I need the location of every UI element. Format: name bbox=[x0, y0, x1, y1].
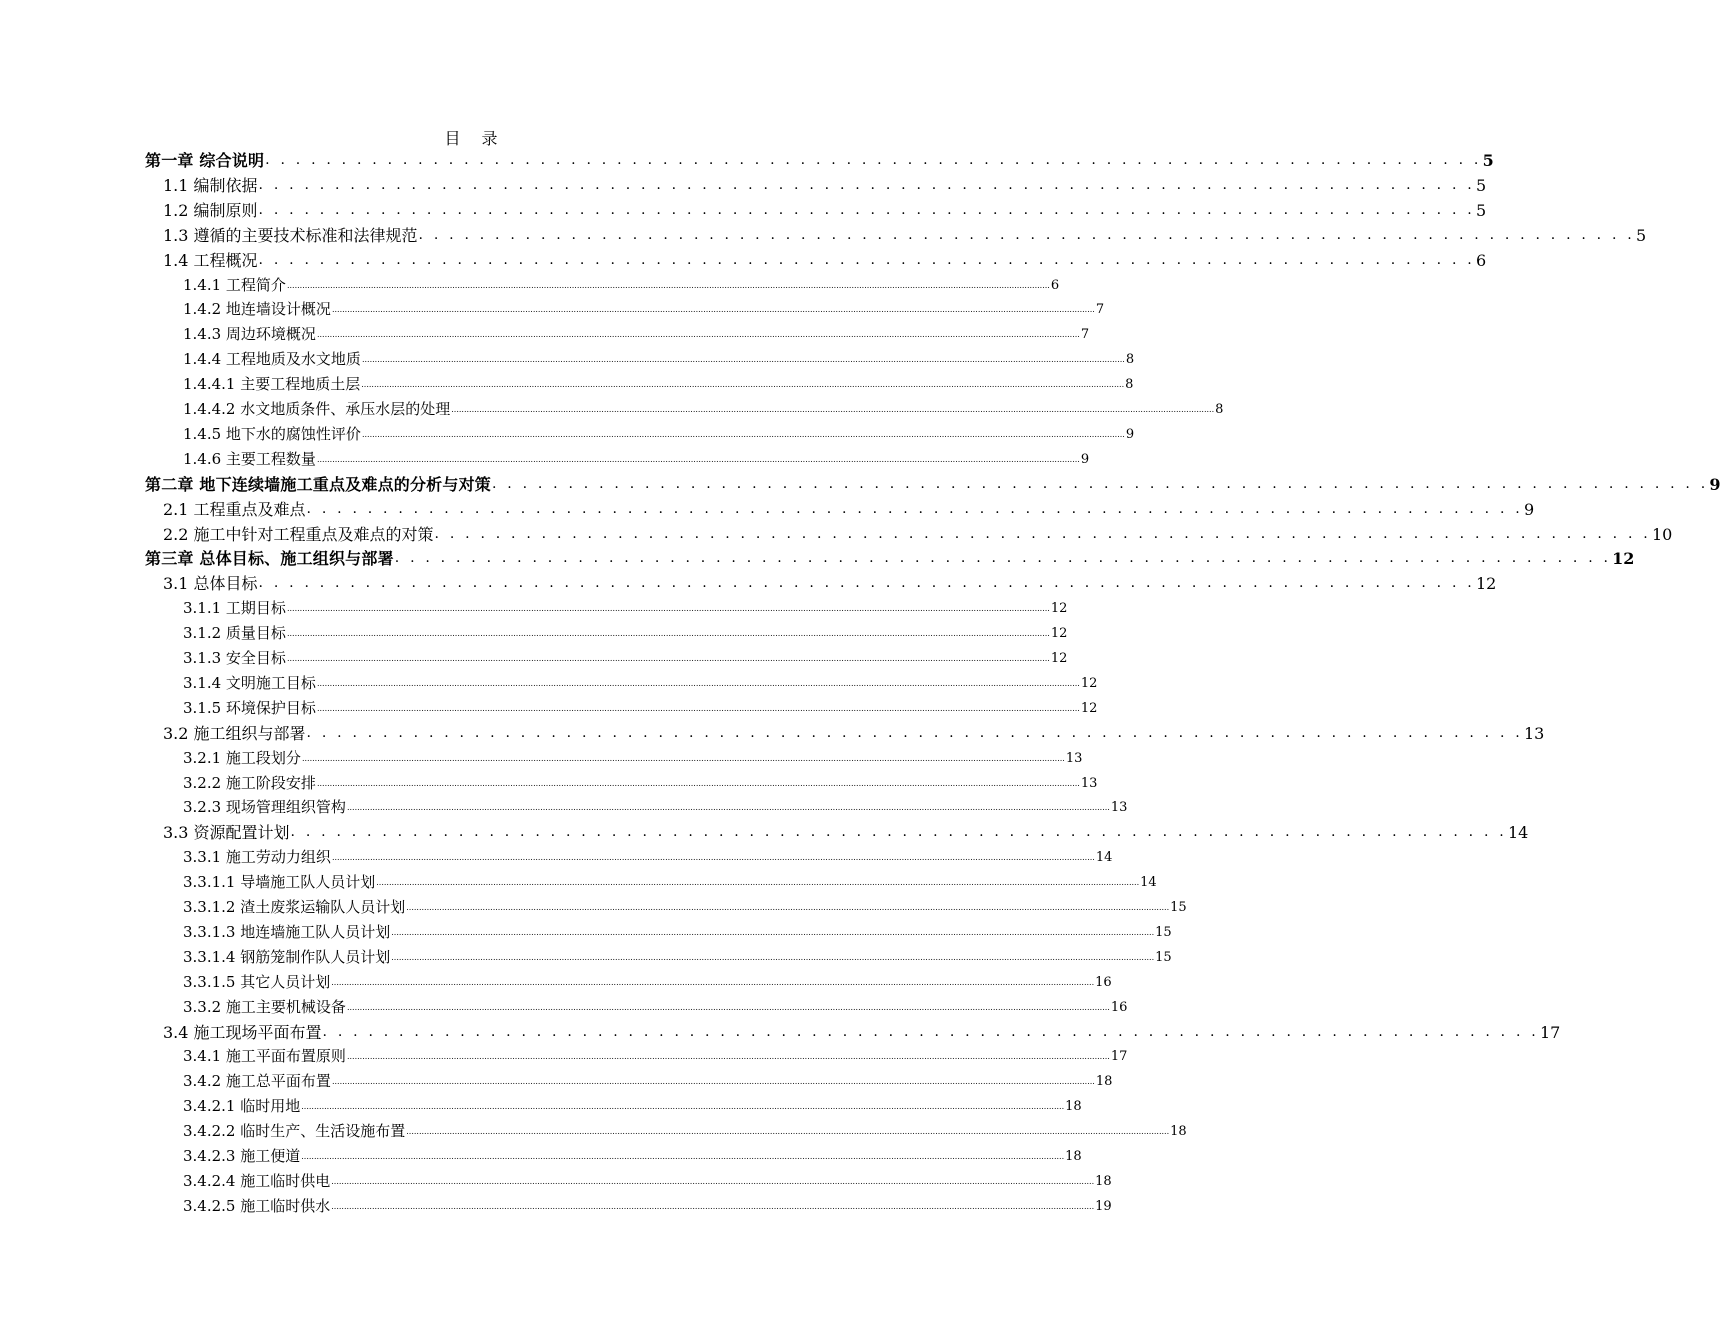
toc-leader-dots: . . . . . . . . . . . . . . . . . . . . . . . . . . . . . . . . . . . . . . . . . . . . . . . . . . . . . . . . . . . . . . . . . . . . . . . . . . . . . . . . bbox=[306, 724, 1523, 741]
toc-page-number: 15 bbox=[1170, 900, 1187, 915]
toc-leader-dots: ............................................................................................................................................................................................................................................................................................................ bbox=[346, 1052, 1110, 1062]
toc-entry[interactable] bbox=[183, 273, 1060, 298]
toc-leader-dots: ............................................................................................................................................................................................................................................................................................................ bbox=[331, 853, 1095, 863]
toc-entry[interactable] bbox=[183, 297, 1105, 322]
toc-entry-title: 3.1.3 安全目标 bbox=[183, 649, 286, 667]
toc-page-number: 17 bbox=[1539, 1022, 1561, 1042]
toc-leader-dots: ............................................................................................................................................................................................................................................................................................................ bbox=[286, 280, 1050, 290]
toc-page-number: 13 bbox=[1080, 775, 1098, 791]
toc-entry[interactable] bbox=[163, 223, 1647, 248]
toc-entry[interactable] bbox=[183, 347, 1135, 372]
toc-entry[interactable] bbox=[145, 472, 1721, 497]
toc-entry[interactable] bbox=[183, 322, 1090, 347]
toc-entry[interactable] bbox=[163, 721, 1545, 746]
toc-page-number: 15 bbox=[1155, 949, 1172, 965]
toc-leader-dots: ............................................................................................................................................................................................................................................................................................................ bbox=[316, 778, 1080, 788]
toc-entry-title: 1.4.4.2 水文地质条件、承压水层的处理 bbox=[183, 400, 451, 418]
toc-page-number: 14 bbox=[1095, 850, 1113, 866]
toc-entry[interactable] bbox=[183, 621, 1068, 646]
toc-leader-dots: ............................................................................................................................................................................................................................................................................................................ bbox=[346, 803, 1110, 813]
toc-entry[interactable] bbox=[183, 372, 1134, 397]
toc-page-number: 16 bbox=[1110, 999, 1128, 1015]
toc-leader-dots: . . . . . . . . . . . . . . . . . . . . . . . . . . . . . . . . . . . . . . . . . . . . . . . . . . . . . . . . . . . . . . . . . . . . . . . . . . . . . . . . bbox=[322, 1023, 1539, 1040]
toc-entry[interactable] bbox=[183, 771, 1098, 796]
toc-page-number: 14 bbox=[1140, 875, 1157, 891]
toc-leader-dots: ............................................................................................................................................................................................................................................................................................................ bbox=[331, 1077, 1095, 1087]
toc-entry[interactable] bbox=[183, 1069, 1113, 1094]
toc-leader-dots: ............................................................................................................................................................................................................................................................................................................ bbox=[406, 1127, 1170, 1137]
toc-entry[interactable] bbox=[145, 148, 1494, 173]
toc-leader-dots: . . . . . . . . . . . . . . . . . . . . . . . . . . . . . . . . . . . . . . . . . . . . . . . . . . . . . . . . . . . . . . . . . . . . . . . . . . . . . . . . bbox=[394, 550, 1612, 567]
toc-entry[interactable] bbox=[183, 646, 1068, 671]
toc-entry-title: 1.4.6 主要工程数量 bbox=[183, 449, 316, 468]
toc-leader-dots: ............................................................................................................................................................................................................................................................................................................ bbox=[331, 1201, 1095, 1211]
toc-page-number: 18 bbox=[1095, 1173, 1112, 1189]
toc-page-number: 9 bbox=[1080, 451, 1090, 467]
toc-entry[interactable] bbox=[183, 870, 1157, 895]
toc-page-number: 5 bbox=[1475, 175, 1487, 195]
toc-entry-title: 3.1.4 文明施工目标 bbox=[183, 673, 316, 692]
toc-title: 目 录 bbox=[444, 129, 506, 148]
toc-page-number: 7 bbox=[1095, 302, 1105, 318]
toc-leader-dots: ............................................................................................................................................................................................................................................................................................................ bbox=[391, 952, 1155, 962]
toc-entry-title: 1.1 编制依据 bbox=[163, 175, 258, 195]
toc-entry-title: 1.4 工程概况 bbox=[163, 250, 258, 270]
toc-page-number: 18 bbox=[1095, 1074, 1113, 1090]
toc-page-number: 5 bbox=[1475, 200, 1487, 220]
toc-entry-title: 1.3 遵循的主要技术标准和法律规范 bbox=[163, 225, 418, 245]
toc-entry[interactable] bbox=[183, 895, 1187, 920]
toc-entry-title: 3.3.1.2 渣土废浆运输队人员计划 bbox=[183, 898, 406, 916]
toc-entry-title: 第一章 综合说明 bbox=[145, 151, 265, 170]
toc-leader-dots: . . . . . . . . . . . . . . . . . . . . . . . . . . . . . . . . . . . . . . . . . . . . . . . . . . . . . . . . . . . . . . . . . . . . . . . . . . . . . . . . bbox=[258, 575, 1475, 592]
toc-page-number: 6 bbox=[1475, 250, 1487, 270]
toc-page-number: 7 bbox=[1080, 327, 1090, 343]
toc-entry[interactable] bbox=[163, 571, 1497, 596]
toc-leader-dots: ............................................................................................................................................................................................................................................................................................................ bbox=[316, 703, 1080, 713]
toc-entry[interactable] bbox=[183, 795, 1128, 820]
toc-leader-dots: ............................................................................................................................................................................................................................................................................................................ bbox=[361, 380, 1125, 390]
toc-entry-title: 3.1.2 质量目标 bbox=[183, 624, 286, 643]
toc-leader-dots: ............................................................................................................................................................................................................................................................................................................ bbox=[361, 429, 1125, 439]
toc-entry[interactable] bbox=[183, 596, 1068, 621]
toc-entry[interactable] bbox=[183, 696, 1098, 721]
toc-entry-title: 1.4.3 周边环境概况 bbox=[183, 325, 316, 344]
toc-entry-title: 3.4.2.3 施工便道 bbox=[183, 1147, 301, 1165]
toc-leader-dots: ............................................................................................................................................................................................................................................................................................................ bbox=[301, 753, 1065, 763]
toc-entry[interactable] bbox=[183, 746, 1083, 771]
toc-entry[interactable] bbox=[183, 1119, 1187, 1144]
toc-entry-title: 3.2 施工组织与部署 bbox=[163, 723, 306, 743]
toc-page-number: 8 bbox=[1125, 377, 1134, 393]
toc-page-number: 8 bbox=[1215, 402, 1224, 417]
toc-page-number: 12 bbox=[1050, 651, 1068, 666]
toc-entry-title: 3.4.2.1 临时用地 bbox=[183, 1097, 301, 1116]
toc-page-number: 9 bbox=[1523, 499, 1535, 519]
toc-entry-title: 2.1 工程重点及难点 bbox=[163, 499, 306, 519]
toc-entry-title: 3.3.1.4 钢筋笼制作队人员计划 bbox=[183, 947, 391, 966]
toc-entry[interactable] bbox=[163, 248, 1487, 273]
toc-leader-dots: . . . . . . . . . . . . . . . . . . . . . . . . . . . . . . . . . . . . . . . . . . . . . . . . . . . . . . . . . . . . . . . . . . . . . . . . . . . . . . . . bbox=[258, 201, 1475, 218]
toc-entry[interactable] bbox=[163, 1020, 1561, 1045]
toc-entry-title: 第三章 总体目标、施工组织与部署 bbox=[145, 549, 394, 569]
toc-entry[interactable] bbox=[163, 173, 1487, 198]
toc-leader-dots: ............................................................................................................................................................................................................................................................................................................ bbox=[331, 305, 1095, 315]
toc-entry[interactable] bbox=[145, 546, 1635, 571]
toc-leader-dots: ............................................................................................................................................................................................................................................................................................................ bbox=[331, 1176, 1095, 1186]
toc-leader-dots: . . . . . . . . . . . . . . . . . . . . . . . . . . . . . . . . . . . . . . . . . . . . . . . . . . . . . . . . . . . . . . . . . . . . . . . . . . . . . . . . bbox=[306, 500, 1523, 517]
toc-entry-title: 1.2 编制原则 bbox=[163, 200, 258, 220]
toc-entry[interactable] bbox=[163, 198, 1487, 223]
toc-leader-dots: ............................................................................................................................................................................................................................................................................................................ bbox=[391, 927, 1155, 937]
toc-page-number: 5 bbox=[1635, 225, 1647, 245]
toc-leader-dots: . . . . . . . . . . . . . . . . . . . . . . . . . . . . . . . . . . . . . . . . . . . . . . . . . . . . . . . . . . . . . . . . . . . . . . . . . . . . . . . . bbox=[258, 251, 1475, 268]
toc-leader-dots: ............................................................................................................................................................................................................................................................................................................ bbox=[301, 1102, 1065, 1112]
toc-entry-title: 1.4.4.1 主要工程地质土层 bbox=[183, 375, 361, 394]
toc-entry[interactable] bbox=[183, 1144, 1082, 1169]
toc-entry-title: 3.4.2.5 施工临时供水 bbox=[183, 1196, 331, 1215]
toc-page-number: 12 bbox=[1080, 700, 1098, 716]
toc-entry-title: 3.2.3 现场管理组织管构 bbox=[183, 798, 346, 817]
toc-page-number: 9 bbox=[1709, 474, 1721, 494]
toc-page-number: 12 bbox=[1080, 675, 1098, 691]
toc-page-number: 18 bbox=[1065, 1149, 1082, 1164]
toc-entry-title: 3.1.5 环境保护目标 bbox=[183, 698, 316, 717]
toc-page-number: 12 bbox=[1475, 574, 1497, 594]
toc-entry-title: 第二章 地下连续墙施工重点及难点的分析与对策 bbox=[145, 474, 491, 494]
toc-entry[interactable] bbox=[183, 995, 1128, 1020]
toc-entry-title: 3.2.1 施工段划分 bbox=[183, 748, 301, 767]
toc-page-number: 12 bbox=[1050, 601, 1068, 617]
toc-entry-title: 3.4.2.4 施工临时供电 bbox=[183, 1171, 331, 1190]
toc-entry[interactable] bbox=[183, 1094, 1082, 1119]
toc-entry[interactable] bbox=[183, 1194, 1112, 1219]
toc-entry-title: 2.2 施工中针对工程重点及难点的对策 bbox=[163, 524, 434, 544]
toc-entry-title: 3.3.1.5 其它人员计划 bbox=[183, 972, 331, 991]
toc-page-number: 14 bbox=[1507, 823, 1529, 843]
toc-page-number: 12 bbox=[1050, 626, 1068, 642]
toc-page-number: 19 bbox=[1095, 1198, 1112, 1214]
toc-entry[interactable] bbox=[183, 945, 1172, 970]
toc-page-number: 5 bbox=[1482, 151, 1494, 170]
toc-leader-dots: ............................................................................................................................................................................................................................................................................................................ bbox=[286, 604, 1050, 614]
toc-leader-dots: ............................................................................................................................................................................................................................................................................................................ bbox=[346, 1002, 1110, 1012]
toc-entry-title: 1.4.1 工程简介 bbox=[183, 275, 286, 294]
toc-page-number: 6 bbox=[1050, 277, 1060, 293]
toc-leader-dots: ............................................................................................................................................................................................................................................................................................................ bbox=[361, 355, 1125, 365]
toc-entry[interactable] bbox=[183, 1169, 1112, 1194]
toc-leader-dots: ............................................................................................................................................................................................................................................................................................................ bbox=[286, 654, 1050, 663]
toc-leader-dots: . . . . . . . . . . . . . . . . . . . . . . . . . . . . . . . . . . . . . . . . . . . . . . . . . . . . . . . . . . . . . . . . . . . . . . . . . . . . . . . . bbox=[491, 475, 1709, 492]
toc-page-number: 16 bbox=[1095, 974, 1112, 990]
toc-page-number: 9 bbox=[1125, 426, 1135, 442]
toc-entry-title: 3.4.2 施工总平面布置 bbox=[183, 1072, 331, 1091]
toc-entry-title: 3.3.1.1 导墙施工队人员计划 bbox=[183, 873, 376, 892]
toc-page-number: 13 bbox=[1065, 750, 1083, 766]
toc-entry-title: 3.4 施工现场平面布置 bbox=[163, 1022, 322, 1042]
toc-leader-dots: ............................................................................................................................................................................................................................................................................................................ bbox=[376, 878, 1140, 888]
toc-leader-dots: ............................................................................................................................................................................................................................................................................................................ bbox=[316, 678, 1080, 688]
toc-leader-dots: ............................................................................................................................................................................................................................................................................................................ bbox=[451, 405, 1215, 414]
toc-leader-dots: ............................................................................................................................................................................................................................................................................................................ bbox=[316, 330, 1080, 340]
toc-entry-title: 3.3 资源配置计划 bbox=[163, 823, 290, 843]
toc-entry-title: 1.4.5 地下水的腐蚀性评价 bbox=[183, 424, 361, 443]
toc-entry-title: 1.4.2 地连墙设计概况 bbox=[183, 300, 331, 319]
toc-entry[interactable] bbox=[183, 422, 1135, 447]
toc-entry-title: 3.2.2 施工阶段安排 bbox=[183, 773, 316, 792]
toc-page-number: 8 bbox=[1125, 352, 1135, 368]
toc-page-number: 13 bbox=[1110, 800, 1128, 816]
toc-page-number: 10 bbox=[1651, 524, 1673, 544]
toc-leader-dots: ............................................................................................................................................................................................................................................................................................................ bbox=[331, 977, 1095, 987]
toc-page-number: 13 bbox=[1523, 723, 1545, 743]
toc-entry[interactable] bbox=[163, 820, 1529, 845]
toc-page-number: 18 bbox=[1065, 1099, 1082, 1115]
toc-leader-dots: . . . . . . . . . . . . . . . . . . . . . . . . . . . . . . . . . . . . . . . . . . . . . . . . . . . . . . . . . . . . . . . . . . . . . . . . . . . . . . . . bbox=[265, 152, 1482, 168]
toc-entry[interactable] bbox=[183, 970, 1112, 995]
toc-page-number: 12 bbox=[1612, 549, 1635, 569]
toc-leader-dots: . . . . . . . . . . . . . . . . . . . . . . . . . . . . . . . . . . . . . . . . . . . . . . . . . . . . . . . . . . . . . . . . . . . . . . . . . . . . . . . . bbox=[258, 176, 1475, 193]
toc-leader-dots: . . . . . . . . . . . . . . . . . . . . . . . . . . . . . . . . . . . . . . . . . . . . . . . . . . . . . . . . . . . . . . . . . . . . . . . . . . . . . . . . bbox=[418, 226, 1635, 243]
toc-entry-title: 3.3.1 施工劳动力组织 bbox=[183, 848, 331, 867]
toc-entry-title: 3.1.1 工期目标 bbox=[183, 599, 286, 618]
toc-leader-dots: ............................................................................................................................................................................................................................................................................................................ bbox=[406, 903, 1170, 912]
toc-entry[interactable] bbox=[183, 397, 1224, 422]
toc-leader-dots: . . . . . . . . . . . . . . . . . . . . . . . . . . . . . . . . . . . . . . . . . . . . . . . . . . . . . . . . . . . . . . . . . . . . . . . . . . . . . . . . bbox=[434, 525, 1651, 542]
toc-entry-title: 3.4.1 施工平面布置原则 bbox=[183, 1047, 346, 1066]
toc-leader-dots: ............................................................................................................................................................................................................................................................................................................ bbox=[301, 1152, 1065, 1161]
toc-entry-title: 1.4.4 工程地质及水文地质 bbox=[183, 350, 361, 369]
toc-page-number: 18 bbox=[1170, 1124, 1187, 1140]
toc-page-number: 15 bbox=[1155, 924, 1172, 940]
toc-entry-title: 3.1 总体目标 bbox=[163, 574, 258, 594]
toc-entry[interactable] bbox=[163, 497, 1535, 522]
toc-page-number: 17 bbox=[1110, 1049, 1128, 1065]
toc-entry-title: 3.3.1.3 地连墙施工队人员计划 bbox=[183, 922, 391, 941]
toc-leader-dots: ............................................................................................................................................................................................................................................................................................................ bbox=[286, 629, 1050, 639]
toc-entry[interactable] bbox=[183, 845, 1113, 870]
toc-entry[interactable] bbox=[163, 522, 1673, 547]
toc-leader-dots: . . . . . . . . . . . . . . . . . . . . . . . . . . . . . . . . . . . . . . . . . . . . . . . . . . . . . . . . . . . . . . . . . . . . . . . . . . . . . . . . bbox=[290, 824, 1507, 841]
toc-entry-title: 3.3.2 施工主要机械设备 bbox=[183, 997, 346, 1016]
toc-leader-dots: ............................................................................................................................................................................................................................................................................................................ bbox=[316, 454, 1080, 464]
toc-entry[interactable] bbox=[183, 1044, 1128, 1069]
toc-entry-title: 3.4.2.2 临时生产、生活设施布置 bbox=[183, 1122, 406, 1141]
toc-entry[interactable] bbox=[183, 447, 1090, 472]
toc-entry[interactable] bbox=[183, 920, 1172, 945]
toc-entry[interactable] bbox=[183, 671, 1098, 696]
